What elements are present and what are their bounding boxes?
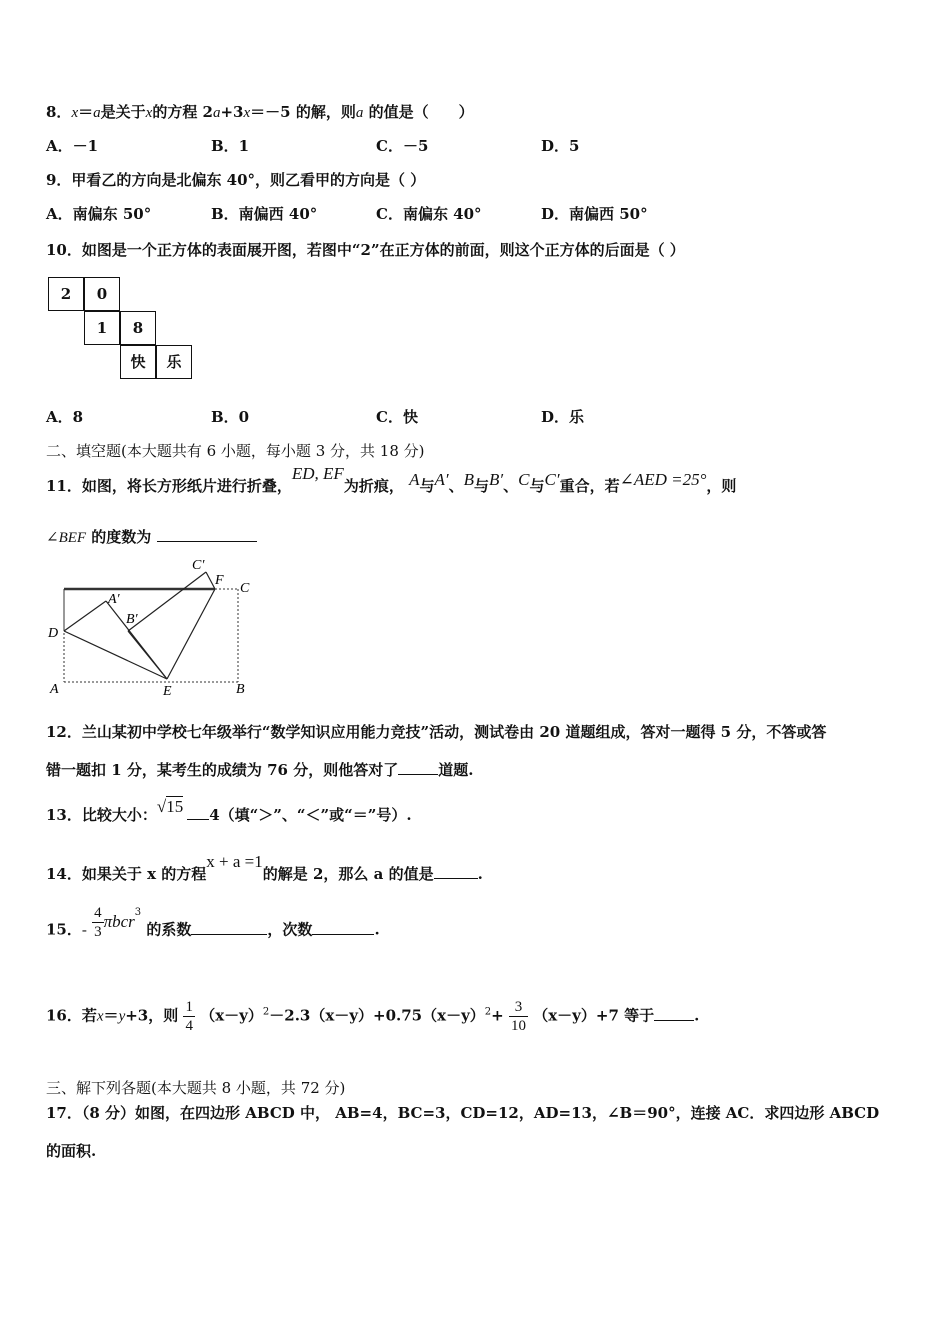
q9-option-c: C．南偏东 40° (376, 205, 482, 223)
sqrt-radicand: 15 (166, 797, 184, 816)
q9-option-d: D．南偏西 50° (541, 205, 648, 223)
segment-B1E (128, 631, 167, 679)
question-15: 15．- $\frac{4}{3}$ πbcr$^3$ 的系数 ，次数 . (46, 905, 380, 940)
q13-answer-blank[interactable] (187, 805, 209, 820)
q15-degree-blank[interactable] (312, 920, 374, 935)
q15-coef-blank[interactable] (191, 920, 267, 935)
label-B1: B′ (126, 612, 138, 627)
label-C1: C′ (192, 558, 205, 573)
q8-option-b: B．1 (211, 137, 250, 155)
net-cell-1: 1 (84, 311, 120, 345)
label-F: F (215, 573, 224, 588)
fold-ED (64, 631, 167, 679)
q11-answer-blank[interactable] (157, 527, 257, 542)
label-A1: A′ (108, 592, 120, 607)
q10-option-a: A．8 (46, 408, 84, 426)
question-13: 13．比较大小：√15 4（填“＞”、“＜”或“＝”号）. (46, 797, 412, 824)
q12-answer-blank[interactable] (398, 760, 438, 775)
question-11: 11．如图，将长方形纸片进行折叠，ED, EF为折痕， A与A′、B与B′、C与C′重合，若∠AED =25°，则 (46, 464, 737, 495)
question-14: 14．如果关于 x 的方程x + a =1的解是 2，那么 a 的值是 . (46, 852, 483, 883)
q8-option-c: C．－5 (376, 137, 429, 155)
question-12-line1: 12．兰山某初中学校七年级举行“数学知识应用能力竞技”活动，测试卷由 20 道题组成，答对一题得 5 分，不答或答 (46, 723, 827, 741)
q10-option-d: D．乐 (541, 408, 585, 426)
section-3-heading: 三、解下列各题(本大题共 8 小题，共 72 分) (46, 1079, 346, 1097)
q14-answer-blank[interactable] (434, 864, 478, 879)
question-10: 10．如图是一个正方体的表面展开图，若图中“2”在正方体的前面，则这个正方体的后面是（ ） (46, 241, 685, 259)
label-C: C (240, 581, 250, 596)
q8-option-d: D．5 (541, 137, 580, 155)
label-E: E (163, 684, 172, 699)
net-cell-2: 2 (48, 277, 84, 311)
segment-B1C1 (128, 572, 206, 631)
segment-C1F (206, 572, 215, 589)
folding-figure (40, 555, 270, 705)
net-cell-0: 0 (84, 277, 120, 311)
q9-option-b: B．南偏西 40° (211, 205, 318, 223)
label-D: D (48, 626, 59, 641)
question-8: 8．x＝a是关于x的方程 2a+3x＝－5 的解，则a 的值是（ ） (46, 103, 474, 121)
label-B: B (236, 682, 245, 697)
question-11-cont: ∠BEF 的度数为 (46, 527, 257, 548)
net-cell-le: 乐 (156, 345, 192, 379)
question-16: 16．若x＝y+3，则 $\frac{1}{4}$ $(x-y)^2-2.3(x-y)+0.75(x-y)^2+$ $\frac{3}{10}$ （x－y）+7 等于 . (46, 999, 700, 1034)
section-2-heading: 二、填空题(本大题共有 6 小题，每小题 3 分，共 18 分) (46, 442, 425, 460)
question-17-line1: 17．（8 分）如图，在四边形 ABCD 中， AB=4，BC=3，CD=12，AD=13，∠B＝90°，连接 AC．求四边形 ABCD (46, 1104, 880, 1122)
q10-option-b: B．0 (211, 408, 250, 426)
question-17-line2: 的面积. (46, 1142, 97, 1160)
segment-DA1 (64, 601, 106, 631)
q16-answer-blank[interactable] (654, 1006, 694, 1021)
question-9: 9．甲看乙的方向是北偏东 40°，则乙看甲的方向是（ ） (46, 171, 426, 189)
net-cell-8: 8 (120, 311, 156, 345)
question-12-line2: 错一题扣 1 分，某考生的成绩为 76 分，则他答对了 道题. (46, 761, 474, 779)
q9-option-a: A．南偏东 50° (46, 205, 152, 223)
q10-option-c: C．快 (376, 408, 418, 426)
q8-option-a: A．－1 (46, 137, 99, 155)
label-A: A (50, 682, 59, 697)
net-cell-kuai: 快 (120, 345, 156, 379)
fold-EF (167, 589, 215, 679)
